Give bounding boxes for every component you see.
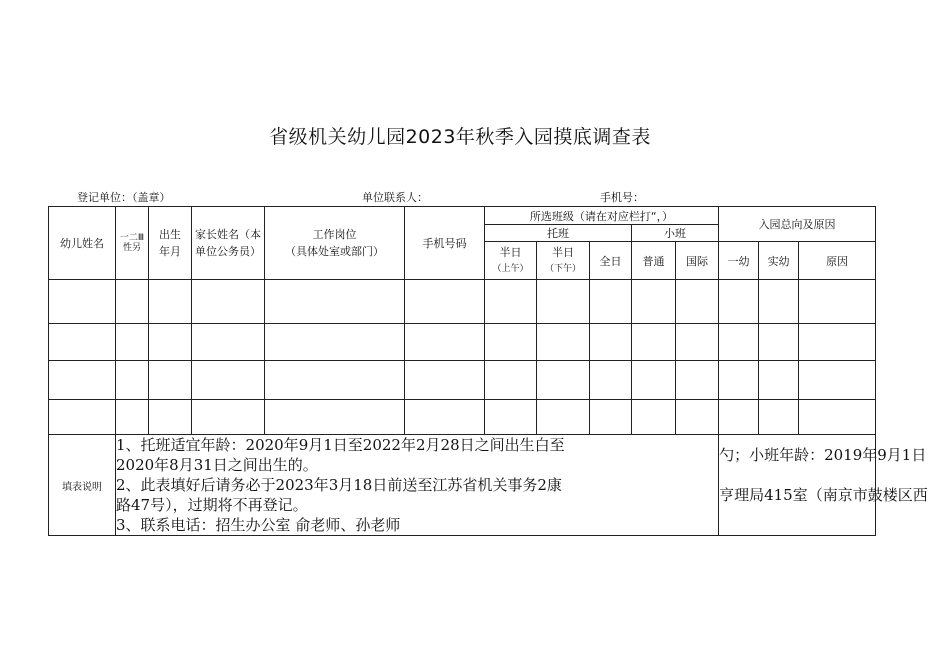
header-job-line1: 工作岗位 xyxy=(312,228,357,241)
cell-half-am[interactable] xyxy=(485,324,537,361)
header-full-day: 全日 xyxy=(590,242,632,280)
header-morning-label: （上午） xyxy=(492,263,529,274)
header-parent xyxy=(192,207,265,280)
cell-birth[interactable] xyxy=(149,280,192,324)
header-child-name: 幼儿姓名 xyxy=(49,207,116,280)
cell-yiyou[interactable] xyxy=(719,280,759,324)
header-intent: 入园总向及原因 xyxy=(719,207,876,242)
cell-gender[interactable] xyxy=(116,400,149,435)
header-reason: 原因 xyxy=(799,242,876,280)
header-international: 国际 xyxy=(676,242,719,280)
notes-line-1: 1、托班适宜年龄：2020年9月1日至2022年2月28日之间出生白至 xyxy=(116,436,565,454)
cell-half-am[interactable] xyxy=(485,280,537,324)
cell-regular[interactable] xyxy=(632,324,676,361)
cell-half-pm[interactable] xyxy=(537,280,590,324)
notes-right-line-2: 亨理局415室（南京市鼓楼区西 xyxy=(719,486,928,504)
cell-half-am[interactable] xyxy=(485,400,537,435)
cell-shiyou[interactable] xyxy=(759,400,799,435)
notes-line-2: 2020年8月31日之间出生的。 xyxy=(116,456,318,474)
cell-shiyou[interactable] xyxy=(759,280,799,324)
cell-international[interactable] xyxy=(676,400,719,435)
header-birth-line1: 出生 xyxy=(159,228,181,241)
cell-international[interactable] xyxy=(676,324,719,361)
header-birth xyxy=(149,207,192,280)
header-gender-top: 一二Ⅲ xyxy=(119,233,145,243)
registration-unit-label: 登记单位：（盖章） xyxy=(77,191,171,204)
cell-job[interactable] xyxy=(265,361,405,400)
header-half-day-morning xyxy=(485,242,537,280)
cell-shiyou[interactable] xyxy=(759,324,799,361)
notes-line-4: 路47号），过期将不再登记。 xyxy=(116,496,308,514)
cell-full-day[interactable] xyxy=(590,324,632,361)
table-row xyxy=(49,400,876,435)
cell-job[interactable] xyxy=(265,324,405,361)
header-nursery: 托班 xyxy=(485,225,632,242)
cell-reason[interactable] xyxy=(799,324,876,361)
header-gender-label: 性另 xyxy=(122,243,141,253)
cell-half-pm[interactable] xyxy=(537,324,590,361)
cell-regular[interactable] xyxy=(632,400,676,435)
cell-parent[interactable] xyxy=(192,400,265,435)
cell-full-day[interactable] xyxy=(590,400,632,435)
header-job-line2: （具体处室或部门） xyxy=(285,245,384,258)
cell-regular[interactable] xyxy=(632,280,676,324)
header-regular: 普通 xyxy=(632,242,676,280)
header-birth-line2: 年月 xyxy=(159,245,181,258)
header-small-class: 小班 xyxy=(632,225,719,242)
notes-text xyxy=(116,435,719,536)
cell-birth[interactable] xyxy=(149,400,192,435)
survey-table xyxy=(48,206,928,536)
header-gender xyxy=(116,207,149,280)
cell-child-name[interactable] xyxy=(49,324,116,361)
header-yiyou: 一幼 xyxy=(719,242,759,280)
table-row xyxy=(49,280,876,324)
cell-job[interactable] xyxy=(265,400,405,435)
table-row xyxy=(49,361,876,400)
cell-birth[interactable] xyxy=(149,324,192,361)
cell-parent[interactable] xyxy=(192,324,265,361)
cell-international[interactable] xyxy=(676,280,719,324)
cell-child-name[interactable] xyxy=(49,400,116,435)
cell-child-name[interactable] xyxy=(49,280,116,324)
phone-label: 手机号： xyxy=(600,191,644,204)
header-afternoon-label: （下午） xyxy=(544,263,581,274)
cell-mobile[interactable] xyxy=(405,400,485,435)
cell-gender[interactable] xyxy=(116,361,149,400)
cell-full-day[interactable] xyxy=(590,361,632,400)
cell-birth[interactable] xyxy=(149,361,192,400)
header-mobile: 手机号码 xyxy=(405,207,485,280)
notes-line-5: 3、联系电话：招生办公室 俞老师、孙老师 xyxy=(116,516,401,534)
cell-gender[interactable] xyxy=(116,324,149,361)
cell-shiyou[interactable] xyxy=(759,361,799,400)
cell-international[interactable] xyxy=(676,361,719,400)
cell-mobile[interactable] xyxy=(405,361,485,400)
cell-half-pm[interactable] xyxy=(537,400,590,435)
notes-label: 填表说明 xyxy=(49,435,116,536)
cell-full-day[interactable] xyxy=(590,280,632,324)
cell-reason[interactable] xyxy=(799,400,876,435)
cell-regular[interactable] xyxy=(632,361,676,400)
cell-reason[interactable] xyxy=(799,280,876,324)
cell-parent[interactable] xyxy=(192,361,265,400)
header-half-day-afternoon xyxy=(537,242,590,280)
header-parent-line1: 家长姓名（本 xyxy=(195,228,261,241)
header-half-day-label: 半日 xyxy=(499,245,522,259)
cell-mobile[interactable] xyxy=(405,324,485,361)
header-class-choice: 所选班级（请在对应栏打“，） xyxy=(485,207,719,225)
cell-mobile[interactable] xyxy=(405,280,485,324)
cell-job[interactable] xyxy=(265,280,405,324)
header-half-day-label-2: 半日 xyxy=(552,245,574,259)
header-shiyou: 实幼 xyxy=(759,242,799,280)
table-row xyxy=(49,324,876,361)
cell-yiyou[interactable] xyxy=(719,361,759,400)
cell-gender[interactable] xyxy=(116,280,149,324)
cell-half-am[interactable] xyxy=(485,361,537,400)
header-job xyxy=(265,207,405,280)
notes-right-line-1: 勺；小班年龄：2019年9月1日 xyxy=(719,446,927,464)
cell-half-pm[interactable] xyxy=(537,361,590,400)
notes-row xyxy=(49,435,876,536)
cell-reason[interactable] xyxy=(799,361,876,400)
notes-overflow-text xyxy=(719,435,928,536)
cell-yiyou[interactable] xyxy=(719,324,759,361)
header-parent-line2: 单位公务员） xyxy=(195,245,261,258)
page-title: 省级机关幼儿园2023年秋季入园摸底调查表 xyxy=(269,126,651,148)
cell-parent[interactable] xyxy=(192,280,265,324)
notes-line-3: 2、此表填好后请务必于2023年3月18日前送至江苏省机关事务2康 xyxy=(116,476,562,494)
cell-yiyou[interactable] xyxy=(719,400,759,435)
cell-child-name[interactable] xyxy=(49,361,116,400)
unit-contact-label: 单位联系人： xyxy=(362,191,428,204)
